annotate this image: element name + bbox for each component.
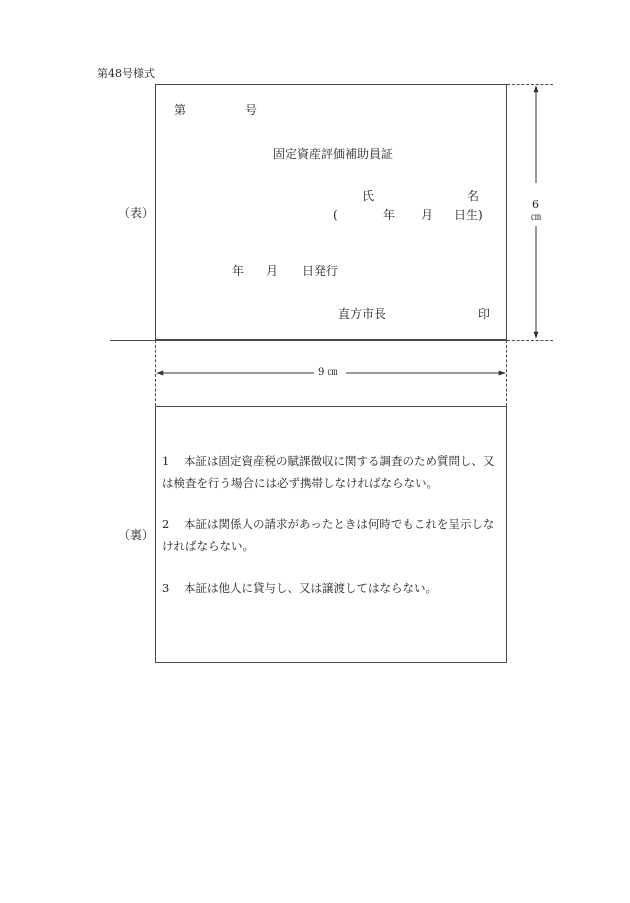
back-item-number: 1: [162, 454, 170, 468]
birth-year: 年: [383, 208, 396, 222]
back-item-text: 本証は関係人の請求があったときは何時でもこれを呈示しなければならない。: [162, 517, 495, 553]
birth-open-paren: (: [333, 208, 338, 222]
birth-month: 月: [421, 208, 434, 222]
width-label: 9 ㎝: [318, 367, 338, 378]
issuer-title: 直方市長: [338, 307, 387, 321]
number-prefix: 第: [174, 103, 187, 117]
back-item-3: [162, 577, 504, 599]
back-item-1: [162, 450, 504, 494]
back-item-text: 本証は他人に貸与し、又は譲渡してはならない。: [184, 581, 437, 595]
issue-day: 日発行: [302, 264, 339, 278]
birth-day: 日生): [454, 208, 483, 222]
card-title: 固定資産評価補助員証: [273, 147, 394, 161]
number-suffix: 号: [245, 103, 258, 117]
height-value: 6: [532, 198, 539, 211]
back-side-label: （裏）: [118, 528, 155, 542]
back-item-2: [162, 513, 504, 557]
back-item-text: 本証は固定資産税の賦課徴収に関する調査のため質問し、又は検査を行う場合には必ず携帯しなければならない。: [162, 454, 495, 490]
issue-month: 月: [266, 264, 279, 278]
issue-year: 年: [232, 264, 245, 278]
front-side-label: （表）: [118, 206, 155, 220]
back-item-number: 3: [162, 581, 170, 595]
form-title: 第48号様式: [97, 67, 155, 80]
height-unit: ㎝: [531, 212, 541, 223]
seal-mark: 印: [478, 307, 491, 321]
name-label-right: 名: [467, 189, 480, 203]
back-item-number: 2: [162, 517, 170, 531]
name-label-left: 氏: [362, 189, 375, 203]
